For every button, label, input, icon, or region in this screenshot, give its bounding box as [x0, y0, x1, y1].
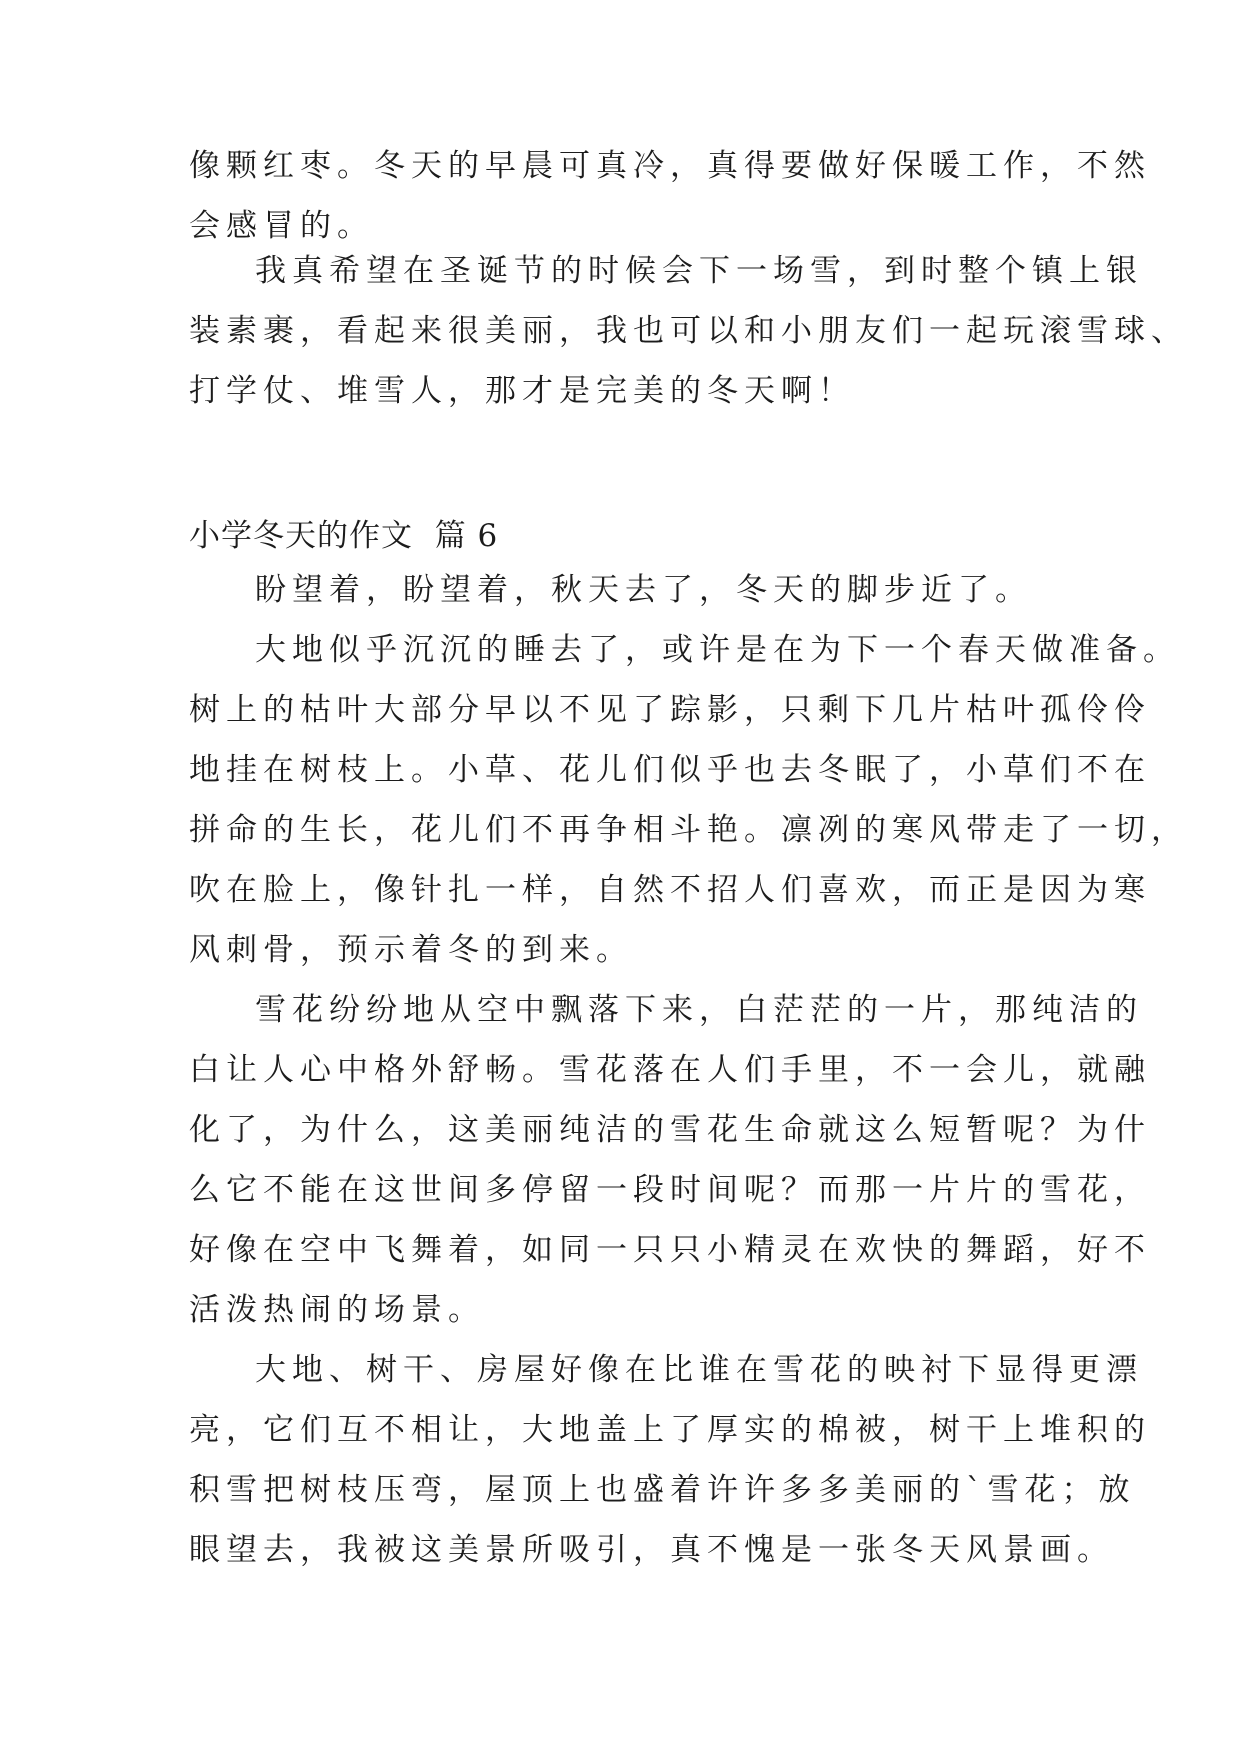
- text-line: 我真希望在圣诞节的时候会下一场雪，到时整个镇上银: [255, 253, 1143, 289]
- continued-paragraph: [189, 136, 1151, 256]
- text-line: 大地似乎沉沉的睡去了，或许是在为下一个春天做准备。: [255, 632, 1180, 668]
- text-line: 地挂在树枝上。小草、花儿们似乎也去冬眠了，小草们不在: [189, 752, 1151, 788]
- text-line: 眼望去，我被这美景所吸引，真不愧是一张冬天风景画。: [189, 1532, 1114, 1568]
- text-line: 像颗红枣。冬天的早晨可真冷，真得要做好保暖工作，不然: [189, 148, 1151, 184]
- paragraph-4: [189, 1340, 1151, 1580]
- section-heading: 小学冬天的作文 篇 6: [189, 518, 499, 554]
- text-line: 白让人心中格外舒畅。雪花落在人们手里，不一会儿，就融: [189, 1052, 1151, 1088]
- text-line: 积雪把树枝压弯，屋顶上也盛着许许多多美丽的`雪花；放: [189, 1472, 1136, 1508]
- paragraph-1: [189, 560, 1069, 620]
- text-line: 大地、树干、房屋好像在比谁在雪花的映衬下显得更漂: [255, 1352, 1143, 1388]
- text-line: 装素裹，看起来很美丽，我也可以和小朋友们一起玩滚雪球、: [189, 313, 1188, 349]
- text-line: 化了，为什么，这美丽纯洁的雪花生命就这么短暂呢？为什: [189, 1112, 1151, 1148]
- text-line: 拼命的生长，花儿们不再争相斗艳。凛冽的寒风带走了一切，: [189, 812, 1188, 848]
- paragraph-2: [189, 620, 1188, 980]
- text-line: 打学仗、堆雪人，那才是完美的冬天啊！: [189, 373, 855, 409]
- text-line: 盼望着，盼望着，秋天去了，冬天的脚步近了。: [255, 572, 1032, 608]
- paragraph-3: [189, 980, 1151, 1340]
- paragraph-wish: [189, 241, 1188, 421]
- section-heading-block: [189, 506, 1069, 566]
- text-line: 活泼热闹的场景。: [189, 1292, 485, 1328]
- text-line: 么它不能在这世间多停留一段时间呢？而那一片片的雪花，: [189, 1172, 1151, 1208]
- text-line: 吹在脸上，像针扎一样，自然不招人们喜欢，而正是因为寒: [189, 872, 1151, 908]
- text-line: 会感冒的。: [189, 208, 374, 244]
- text-line: 树上的枯叶大部分早以不见了踪影，只剩下几片枯叶孤伶伶: [189, 692, 1151, 728]
- text-line: 雪花纷纷地从空中飘落下来，白茫茫的一片，那纯洁的: [255, 992, 1143, 1028]
- text-line: 好像在空中飞舞着，如同一只只小精灵在欢快的舞蹈，好不: [189, 1232, 1151, 1268]
- text-line: 亮，它们互不相让，大地盖上了厚实的棉被，树干上堆积的: [189, 1412, 1151, 1448]
- text-line: 风刺骨，预示着冬的到来。: [189, 932, 633, 968]
